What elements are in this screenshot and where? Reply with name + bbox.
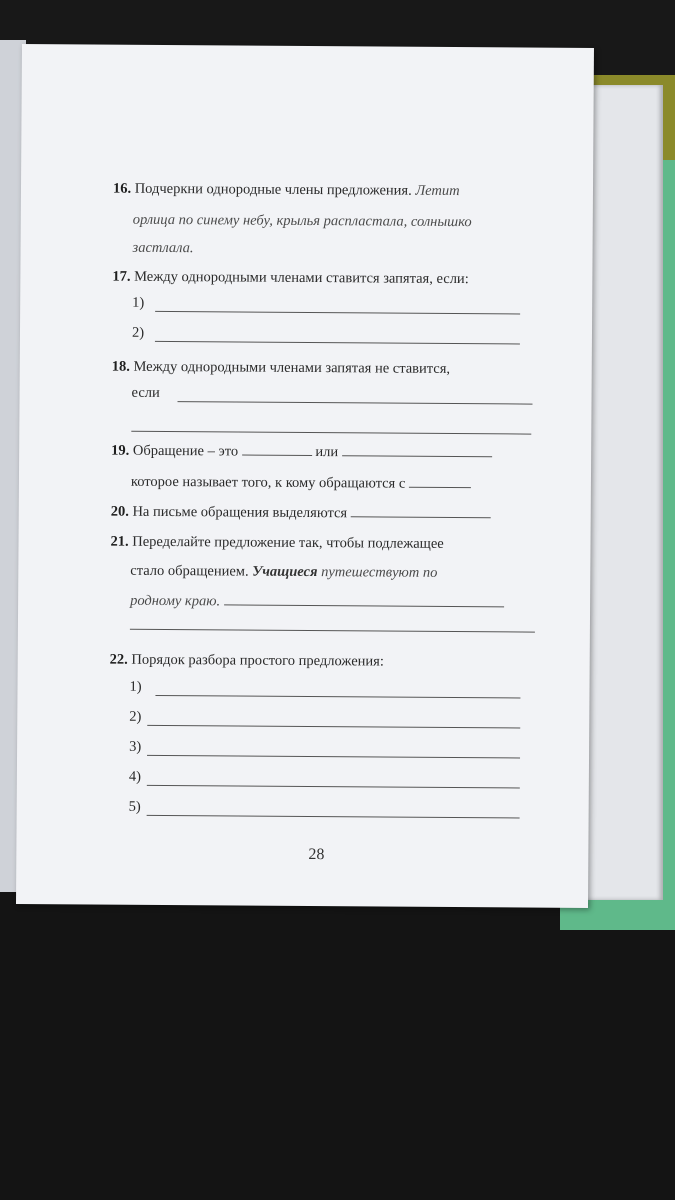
- answer-item: 5): [128, 798, 141, 815]
- question-text: Порядок разбора простого предложения:: [131, 651, 384, 670]
- question-20: [111, 501, 491, 525]
- answer-item-2: [132, 325, 144, 342]
- question-17: [112, 267, 469, 289]
- workbook-page: [16, 44, 594, 908]
- question-19: [111, 440, 492, 464]
- question-21: [110, 532, 443, 554]
- answer-line[interactable]: [178, 401, 533, 404]
- answer-item: 1): [129, 678, 142, 695]
- answer-line[interactable]: [155, 695, 520, 699]
- question-21-cont: [130, 561, 437, 583]
- question-text: стало обращением.: [130, 562, 249, 580]
- question-number: 16.: [112, 180, 132, 197]
- example-text-line: застлала.: [132, 239, 194, 257]
- question-text: Подчеркни однородные члены предложения.: [134, 180, 412, 199]
- example-text: Учащиеся: [252, 563, 318, 581]
- question-number: 17.: [112, 268, 131, 285]
- question-number: 19.: [111, 442, 130, 459]
- answer-line[interactable]: [147, 815, 520, 819]
- question-text: Между однородными членами запятая не ставится,: [133, 358, 451, 377]
- answer-item-1: [132, 295, 144, 312]
- answer-blank[interactable]: [224, 590, 504, 607]
- answer-item: 4): [128, 768, 142, 785]
- example-text: Летит: [415, 182, 460, 200]
- question-21-cont2: [130, 590, 504, 614]
- answer-item: 2): [129, 708, 142, 725]
- question-number: 22.: [109, 651, 128, 668]
- question-text: На письме обращения выделяются: [132, 503, 348, 522]
- page-number: 28: [308, 846, 325, 864]
- answer-item: 3): [129, 738, 142, 755]
- answer-line[interactable]: [147, 725, 520, 729]
- question-19-cont: [131, 471, 471, 494]
- question-16: [113, 179, 460, 201]
- question-number: 18.: [111, 358, 130, 375]
- example-text: путешествуют по: [321, 564, 438, 581]
- item-marker: 1): [132, 294, 145, 311]
- question-number: 20.: [110, 503, 129, 520]
- answer-line[interactable]: [155, 341, 520, 345]
- answer-line[interactable]: [147, 755, 520, 759]
- question-18: [112, 357, 450, 379]
- item-marker: 2): [131, 324, 145, 341]
- example-text: родному краю.: [130, 592, 221, 610]
- question-number: 21.: [110, 533, 129, 550]
- back-pages-stack: [585, 85, 663, 900]
- answer-blank[interactable]: [342, 441, 492, 457]
- question-22: [110, 650, 384, 672]
- question-text: Обращение – это: [132, 442, 239, 460]
- question-text: или: [315, 444, 339, 461]
- answer-line[interactable]: [130, 629, 535, 633]
- answer-blank[interactable]: [242, 441, 312, 456]
- question-text: Между однородными членами ставится запятая, если:: [134, 268, 469, 288]
- question-text: Переделайте предложение так, чтобы подлежащее: [132, 533, 444, 552]
- example-text-line: орлица по синему небу, крылья распластала, солнышко: [132, 211, 472, 231]
- answer-line[interactable]: [155, 311, 520, 315]
- question-text: которое называет того, к кому обращаются с: [130, 473, 406, 492]
- question-text-cont: если: [131, 384, 160, 401]
- answer-blank[interactable]: [409, 473, 471, 488]
- answer-line[interactable]: [147, 785, 520, 789]
- answer-line[interactable]: [131, 431, 531, 435]
- answer-blank[interactable]: [351, 502, 491, 518]
